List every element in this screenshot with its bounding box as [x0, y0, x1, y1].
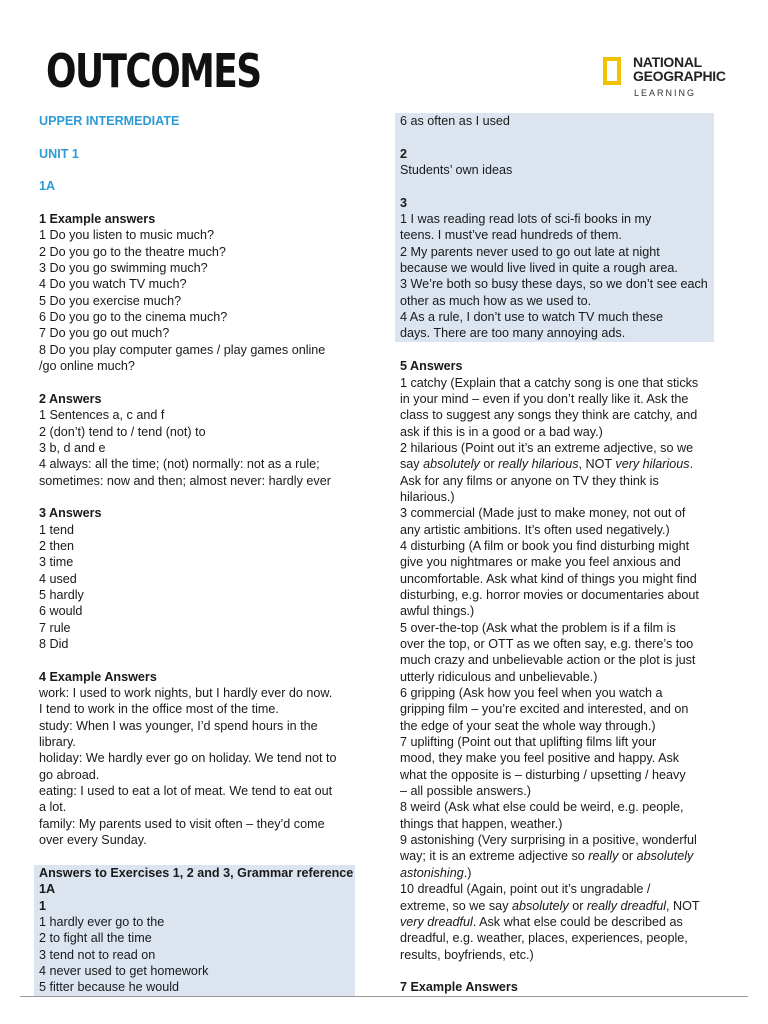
grammar-section: 1A: [39, 882, 56, 897]
answer-line: 4 disturbing (A film or book you find disturbing might: [400, 538, 690, 553]
answer-line: 8 Did: [39, 637, 69, 651]
text-run: .): [463, 865, 472, 880]
level-heading: UPPER INTERMEDIATE: [39, 114, 180, 128]
answer-line: 8 weird (Ask what else could be weird, e.g. people,: [400, 800, 684, 815]
grammar-exercise-number: 3: [400, 195, 408, 210]
text-run: say: [400, 457, 424, 472]
grammar-reference-box-continued: [395, 113, 714, 342]
text-run: .: [689, 457, 694, 472]
answer-line: teens. I must’ve read hundreds of them.: [400, 228, 622, 243]
answer-line: – all possible answers.): [400, 784, 531, 799]
answer-line: 5 hardly: [39, 587, 84, 602]
answer-line: much crazy and unbelievable action or the plot is just: [400, 653, 696, 668]
grammar-reference-box: [34, 865, 355, 996]
answer-line: awful things.): [400, 604, 475, 619]
answer-line: gripping film – you’re excited and interested, and on: [400, 702, 689, 717]
answer-line: 1 hardly ever go to the: [39, 914, 165, 929]
text-run: or: [479, 457, 499, 472]
italic-run: really hilarious: [498, 457, 579, 472]
answer-line: a lot.: [39, 800, 67, 815]
answer-line: 6 gripping (Ask how you feel when you watch a: [400, 686, 663, 701]
answer-line: disturbing, e.g. horror movies or documentaries about: [400, 587, 699, 602]
answer-line: sometimes: now and then; almost never: hardly ever: [39, 473, 331, 488]
answer-line: 5 over-the-top (Ask what the problem is if a film is: [400, 620, 676, 635]
exercise-1-title: 1 Example answers: [39, 212, 156, 227]
answer-line: 10 dreadful (Again, point out it’s ungradable /: [400, 882, 651, 897]
answer-line: 1 tend: [39, 522, 75, 537]
answer-line: [400, 914, 720, 930]
publisher-line-2: GEOGRAPHIC: [633, 68, 726, 84]
publisher-learning: LEARNING: [634, 88, 697, 98]
answer-line: /go online much?: [39, 359, 135, 374]
text-run: or: [618, 849, 637, 864]
publisher-line-1: NATIONAL: [633, 54, 702, 70]
grammar-reference-title: Answers to Exercises 1, 2 and 3, Grammar reference: [39, 865, 354, 880]
unit-heading: UNIT 1: [39, 146, 79, 161]
text-run: extreme, so we say: [400, 898, 512, 913]
answer-line: 4 Do you watch TV much?: [39, 277, 187, 292]
italic-run: absolutely: [512, 898, 569, 913]
answer-line: 9 astonishing (Very surprising in a positive, wonderful: [400, 833, 697, 848]
answer-line: give you nightmares or make you feel anxious and: [400, 555, 681, 570]
answer-line: 5 Do you exercise much?: [39, 293, 182, 308]
italic-run: absolutely: [423, 457, 480, 472]
answer-line: other as much how as we used to.: [400, 293, 592, 308]
answer-line: 4 never used to get homework: [39, 963, 209, 978]
answer-line: 3 time: [39, 555, 74, 570]
outcomes-logo: OUTCOMES: [46, 44, 261, 98]
answer-line: 5 fitter because he would: [39, 980, 180, 995]
answer-line: 2 (don’t) tend to / tend (not) to: [39, 424, 206, 439]
grammar-exercise-number: 1: [39, 898, 47, 913]
answer-line: library.: [39, 735, 76, 750]
answer-line: family: My parents used to visit often – they’d come: [39, 816, 325, 831]
italic-run: really: [588, 849, 619, 864]
answer-line: utterly ridiculous and unbelievable.): [400, 669, 598, 684]
right-column: [400, 113, 720, 996]
answer-line: class to suggest any songs they think are catchy, and: [400, 408, 698, 423]
answer-line: [400, 848, 720, 864]
answer-line: 1 I was reading read lots of sci-fi books in my: [400, 212, 652, 227]
yellow-border-icon: [603, 57, 621, 85]
text-run: . Ask what else could be described as: [472, 914, 683, 929]
answer-line: ask if this is in a good or a bad way.): [400, 424, 603, 439]
answer-line: 3 Do you go swimming much?: [39, 261, 208, 276]
text-run: or: [568, 898, 587, 913]
answer-line: 2 to fight all the time: [39, 931, 152, 946]
answer-line: over the top, or OTT as we often say, e.g. there’s too: [400, 637, 694, 651]
answer-line: results, boyfriends, etc.): [400, 947, 534, 962]
text-run: way; it is an extreme adjective so: [400, 849, 589, 864]
answer-line: go abroad.: [39, 767, 100, 782]
answer-line: 2 hilarious (Point out it’s an extreme adjective, so we: [400, 440, 694, 455]
text-run: , NOT: [578, 457, 616, 472]
exercise-4-title: 4 Example Answers: [39, 669, 157, 684]
exercise-2-title: 2 Answers: [39, 391, 102, 406]
answer-line: 7 uplifting (Point out that uplifting films lift your: [400, 735, 657, 750]
answer-line: Ask for any films or anyone on TV they think is: [400, 473, 659, 488]
answer-line: 4 always: all the time; (not) normally: not as a rule;: [39, 457, 320, 472]
answer-line: 8 Do you play computer games / play games online: [39, 342, 326, 357]
answer-line: 7 rule: [39, 620, 71, 635]
answer-line: 6 would: [39, 604, 83, 619]
publisher-name: [633, 55, 726, 83]
text-run: , NOT: [666, 898, 700, 913]
footer-divider: [20, 996, 748, 997]
answer-line: uncomfortable. Ask what kind of things you might find: [400, 571, 697, 586]
answer-line: 2 then: [39, 538, 75, 553]
exercise-3-title: 3 Answers: [39, 506, 102, 521]
answer-line: days. There are too many annoying ads.: [400, 326, 626, 341]
italic-run: very hilarious: [615, 457, 690, 472]
answer-line: 1 Sentences a, c and f: [39, 408, 165, 423]
answer-line: what the opposite is – disturbing / upsetting / heavy: [400, 767, 686, 782]
answer-line: because we would live lived in quite a rough area.: [400, 261, 678, 276]
answer-line: 3 b, d and e: [39, 440, 106, 455]
answer-line: eating: I used to eat a lot of meat. We tend to eat out: [39, 784, 333, 799]
answer-line: [400, 456, 720, 472]
answer-line: dreadful, e.g. weather, places, experiences, people,: [400, 931, 688, 946]
answer-line: 2 Do you go to the theatre much?: [39, 244, 226, 259]
answer-line: 1 Do you listen to music much?: [39, 228, 214, 243]
answer-line: holiday: We hardly ever go on holiday. We tend not to: [39, 751, 337, 766]
answer-line: [400, 865, 720, 881]
answer-line: 6 as often as I used: [400, 114, 510, 128]
answer-line: 7 Do you go out much?: [39, 326, 170, 341]
answer-line: in your mind – even if you don’t really like it. Ask the: [400, 391, 689, 406]
answer-line: hilarious.): [400, 489, 455, 504]
answer-line: over every Sunday.: [39, 833, 147, 848]
answer-line: study: When I was younger, I’d spend hours in the: [39, 718, 318, 733]
answer-line: things that happen, weather.): [400, 816, 563, 831]
answer-line: any artistic ambitions. It’s often used negatively.): [400, 522, 670, 537]
answer-line: [400, 898, 720, 914]
italic-run: really dreadful: [586, 898, 667, 913]
left-column: [39, 113, 359, 996]
answer-line: mood, they make you feel positive and happy. Ask: [400, 751, 680, 766]
italic-run: absolutely: [636, 849, 694, 864]
exercise-5-title: 5 Answers: [400, 359, 463, 374]
answer-line: 2 My parents never used to go out late at night: [400, 244, 660, 259]
grammar-exercise-number: 2: [400, 146, 408, 161]
answer-line: 3 We’re both so busy these days, so we don’t see each: [400, 277, 708, 292]
italic-run: astonishing: [400, 865, 464, 880]
italic-run: very dreadful: [400, 914, 473, 929]
answer-line: work: I used to work nights, but I hardly ever do now.: [39, 686, 333, 701]
answer-line: the edge of your seat the whole way through.): [400, 718, 656, 733]
section-heading: 1A: [39, 179, 56, 194]
answer-line: 4 used: [39, 571, 77, 586]
answer-line: 3 commercial (Made just to make money, not out of: [400, 506, 686, 521]
answer-line: 4 As a rule, I don’t use to watch TV much these: [400, 310, 663, 325]
answer-line: 3 tend not to read on: [39, 947, 156, 962]
answer-line: 1 catchy (Explain that a catchy song is one that sticks: [400, 375, 699, 390]
answer-line: Students’ own ideas: [400, 163, 513, 178]
answer-line: 6 Do you go to the cinema much?: [39, 310, 228, 325]
exercise-7-title: 7 Example Answers: [400, 980, 518, 995]
answer-line: I tend to work in the office most of the time.: [39, 702, 279, 717]
